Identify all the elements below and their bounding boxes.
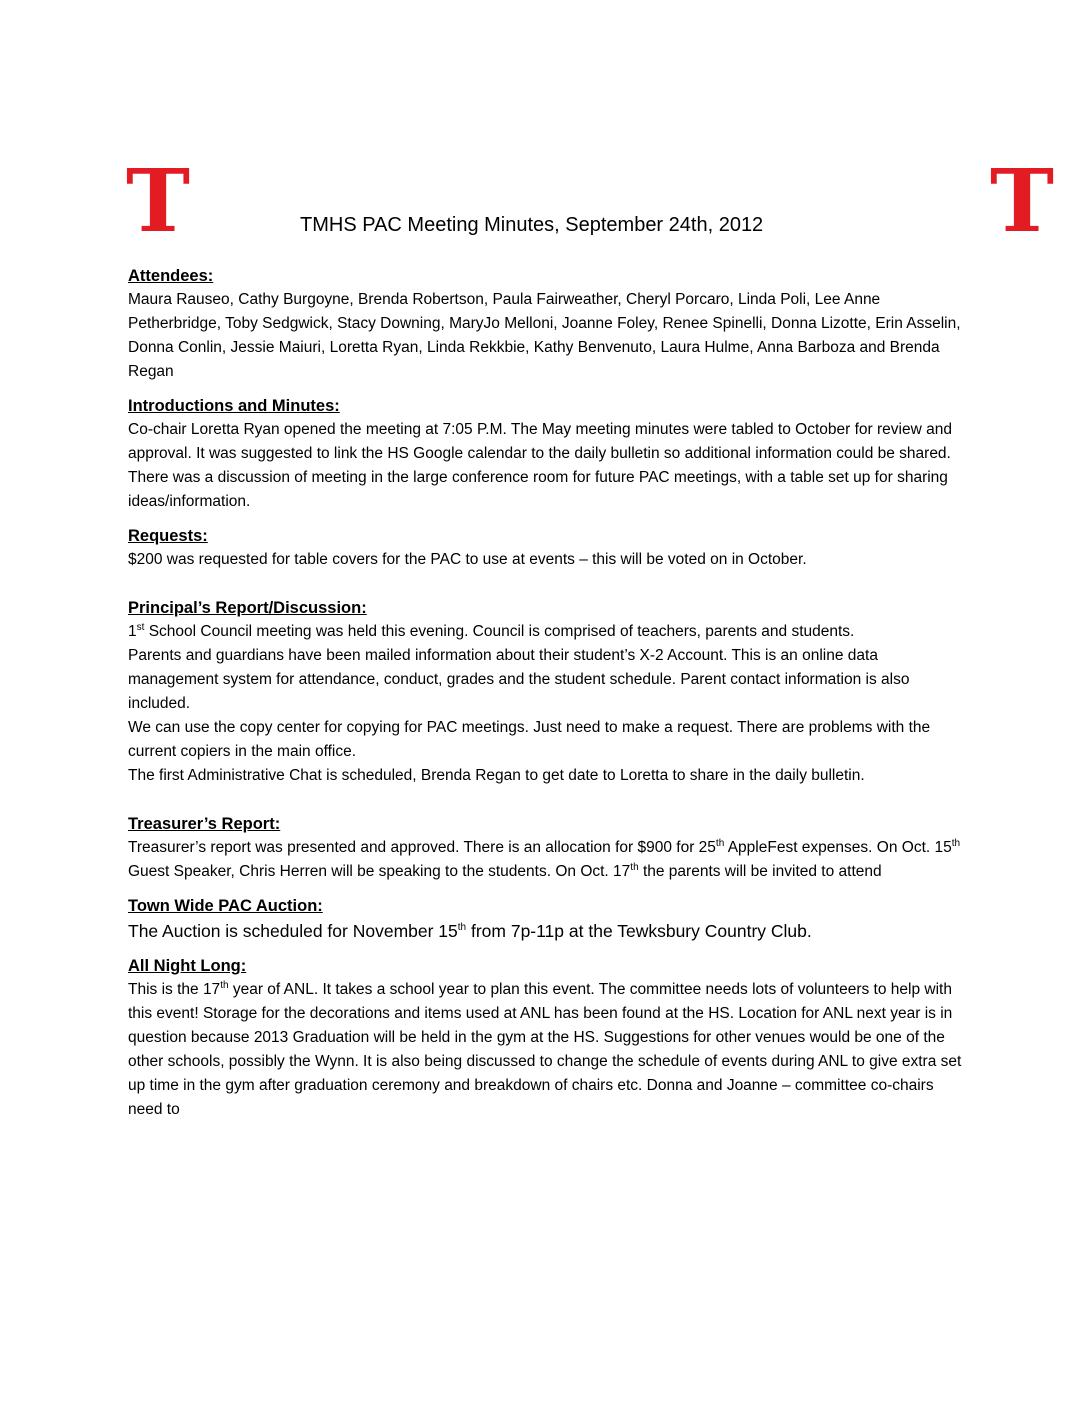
principal-paragraph-4: The first Administrative Chat is scheduled, Brenda Regan to get date to Loretta to share in the daily bulletin. bbox=[128, 767, 865, 784]
introductions-text: Co-chair Loretta Ryan opened the meeting at 7:05 P.M. The May meeting minutes were tabled to October for review and approval. It was suggested to link the HS Google calendar to the daily bulletin so additional information could be shared. There was a discussion of meeting in the large conference room for future PAC meetings, with a table set up for sharing ideas/information. bbox=[128, 421, 952, 510]
page-title: TMHS PAC Meeting Minutes, September 24th, 2012 bbox=[300, 214, 764, 236]
requests-text: $200 was requested for table covers for the PAC to use at events – this will be voted on in October. bbox=[128, 551, 807, 568]
principal-paragraph-2: Parents and guardians have been mailed information about their student’s X-2 Account. This is an online data management system for attendance, conduct, grades and the student schedule. Parent contact information is also included. bbox=[128, 647, 910, 712]
principal-paragraph-3: We can use the copy center for copying for PAC meetings. Just need to make a request. There are problems with the current copiers in the main office. bbox=[128, 719, 931, 760]
superscript: th bbox=[220, 979, 229, 991]
introductions-section bbox=[128, 394, 968, 514]
text-run: The Auction is scheduled for November 15 bbox=[128, 921, 458, 941]
principal-heading: Principal’s Report/Discussion: bbox=[128, 599, 367, 617]
minutes-body bbox=[128, 264, 968, 1132]
auction-section bbox=[128, 894, 968, 944]
treasurer-text bbox=[128, 836, 968, 884]
attendees-section bbox=[128, 264, 968, 384]
text-run: 1 bbox=[128, 623, 137, 640]
requests-section bbox=[128, 524, 968, 572]
treasurer-heading: Treasurer’s Report: bbox=[128, 815, 281, 833]
principal-paragraph-1 bbox=[128, 620, 968, 644]
anl-text bbox=[128, 978, 968, 1122]
text-run: Treasurer’s report was presented and approved. There is an allocation for $900 for 25 bbox=[128, 839, 716, 856]
text-run: School Council meeting was held this evening. Council is comprised of teachers, parents and students. bbox=[144, 623, 855, 640]
superscript: th bbox=[457, 922, 467, 934]
text-run: Guest Speaker, Chris Herren will be speaking to the students. On Oct. 17 bbox=[128, 863, 631, 880]
attendees-heading: Attendees: bbox=[128, 267, 214, 285]
school-logo-left: T bbox=[126, 151, 190, 252]
principal-section bbox=[128, 596, 968, 788]
introductions-heading: Introductions and Minutes: bbox=[128, 397, 340, 415]
auction-heading: Town Wide PAC Auction: bbox=[128, 897, 323, 915]
superscript: th bbox=[630, 861, 639, 873]
requests-heading: Requests: bbox=[128, 527, 208, 545]
auction-text bbox=[128, 918, 968, 944]
text-run: the parents will be invited to attend bbox=[638, 863, 882, 880]
anl-heading: All Night Long: bbox=[128, 957, 247, 975]
text-run: from 7p-11p at the Tewksbury Country Club. bbox=[466, 921, 812, 941]
superscript: st bbox=[136, 621, 145, 633]
superscript: th bbox=[951, 837, 961, 849]
treasurer-section bbox=[128, 812, 968, 884]
text-run: AppleFest expenses. On Oct. 15 bbox=[724, 839, 952, 856]
text-run: This is the 17 bbox=[128, 981, 221, 998]
anl-section bbox=[128, 954, 968, 1122]
text-run: year of ANL. It takes a school year to plan this event. The committee needs lots of volunteers to help with this event! Storage for the decorations and items used at ANL has been found at the HS. Location for ANL next year is in question because 2013 Graduation will be held in the gym at the HS. Suggestions for other venues would be one of the other schools, possibly the Wynn. It is also being discussed to change the schedule of events during ANL to give extra set up time in the gym after graduation ceremony and breakdown of chairs etc. Donna and Joanne – committee co-chairs need to bbox=[128, 981, 962, 1118]
attendees-list: Maura Rauseo, Cathy Burgoyne, Brenda Robertson, Paula Fairweather, Cheryl Porcaro, Linda Poli, Lee Anne Petherbridge, Toby Sedgwick, Stacy Downing, MaryJo Melloni, Joanne Foley, Renee Spinelli, Donna Lizotte, Erin Asselin, Donna Conlin, Jessie Maiuri, Loretta Ryan, Linda Rekkbie, Kathy Benvenuto, Laura Hulme, Anna Barboza and Brenda Regan bbox=[128, 291, 961, 380]
superscript: th bbox=[715, 837, 725, 849]
school-logo-right: T bbox=[990, 151, 1054, 252]
